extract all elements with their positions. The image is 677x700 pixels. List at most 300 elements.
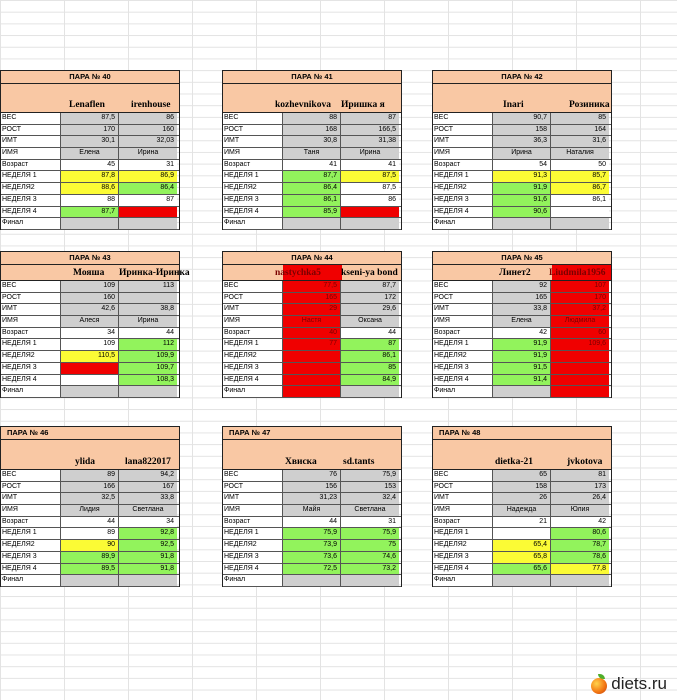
- value-cell[interactable]: 31: [119, 160, 177, 171]
- value-cell[interactable]: 164: [551, 125, 609, 136]
- value-cell[interactable]: 87: [341, 339, 399, 350]
- row-vozrast: [1, 328, 179, 340]
- value-cell[interactable]: [551, 386, 609, 397]
- row-label: ИМЯ: [433, 505, 493, 516]
- row-label: ИМТ: [433, 304, 493, 315]
- value-cell[interactable]: Ирина: [341, 148, 399, 159]
- row-label: ВЕС: [433, 281, 493, 292]
- value-cell[interactable]: Юлия: [551, 505, 609, 516]
- row-label: НЕДЕЛЯ 1: [433, 339, 493, 350]
- row-label: НЕДЕЛЯ 1: [433, 528, 493, 539]
- value-cell[interactable]: Майя: [283, 505, 341, 516]
- row-label: ИМЯ: [223, 316, 283, 327]
- value-cell[interactable]: [61, 386, 119, 397]
- row-label: ИМЯ: [1, 316, 61, 327]
- row-w3: [433, 363, 611, 375]
- value-cell[interactable]: 75: [341, 540, 399, 551]
- value-cell[interactable]: 26: [493, 493, 551, 504]
- value-cell[interactable]: 86,1: [551, 195, 609, 206]
- value-cell[interactable]: 29,6: [341, 304, 399, 315]
- pair-table: [222, 251, 402, 398]
- row-label: НЕДЕЛЯ 1: [433, 171, 493, 182]
- participant-nick[interactable]: Иришка я: [341, 100, 385, 110]
- pair-table: [432, 70, 612, 230]
- row-imt: [433, 136, 611, 148]
- value-cell[interactable]: 86,7: [551, 183, 609, 194]
- row-rost: [433, 293, 611, 305]
- value-cell[interactable]: [551, 207, 609, 218]
- value-cell[interactable]: 107: [551, 281, 609, 292]
- value-cell[interactable]: [283, 575, 341, 586]
- value-cell[interactable]: 42,6: [61, 304, 119, 315]
- pair-title: ПАРА № 41: [222, 70, 402, 84]
- value-cell[interactable]: [283, 375, 341, 386]
- row-w3: [1, 552, 179, 564]
- value-cell[interactable]: 170: [61, 125, 119, 136]
- site-logo[interactable]: [590, 674, 667, 694]
- value-cell[interactable]: [283, 351, 341, 362]
- value-cell[interactable]: 80,6: [551, 528, 609, 539]
- value-cell[interactable]: 92,5: [119, 540, 177, 551]
- value-cell[interactable]: 89,5: [61, 564, 119, 575]
- value-cell[interactable]: 87,7: [283, 171, 341, 182]
- row-label: Возраст: [433, 328, 493, 339]
- value-cell[interactable]: 38,8: [119, 304, 177, 315]
- value-cell[interactable]: [283, 363, 341, 374]
- value-cell[interactable]: 65,8: [493, 552, 551, 563]
- value-cell[interactable]: 31: [341, 517, 399, 528]
- row-vozrast: [223, 517, 401, 529]
- value-cell[interactable]: 74,6: [341, 552, 399, 563]
- row-label: НЕДЕЛЯ 3: [433, 552, 493, 563]
- value-cell[interactable]: 54: [493, 160, 551, 171]
- value-cell[interactable]: 91,8: [119, 564, 177, 575]
- row-label: Возраст: [223, 328, 283, 339]
- row-vozrast: [223, 160, 401, 172]
- row-ves: [433, 113, 611, 125]
- value-cell[interactable]: 86: [119, 113, 177, 124]
- value-cell[interactable]: 113: [119, 281, 177, 292]
- row-w2: [433, 540, 611, 552]
- value-cell[interactable]: 30,1: [61, 136, 119, 147]
- row-label: НЕДЕЛЯ 1: [1, 171, 61, 182]
- value-cell[interactable]: 87,8: [61, 171, 119, 182]
- value-cell[interactable]: 92,8: [119, 528, 177, 539]
- value-cell[interactable]: 160: [119, 125, 177, 136]
- row-label: НЕДЕЛЯ 4: [223, 207, 283, 218]
- value-cell[interactable]: [61, 218, 119, 229]
- value-cell[interactable]: 90,6: [493, 207, 551, 218]
- value-cell[interactable]: 88: [61, 195, 119, 206]
- value-cell[interactable]: 30,8: [283, 136, 341, 147]
- value-cell[interactable]: [61, 375, 119, 386]
- value-cell[interactable]: 34: [119, 517, 177, 528]
- value-cell[interactable]: 86,1: [341, 351, 399, 362]
- value-cell[interactable]: [551, 575, 609, 586]
- participant-nick[interactable]: lana822017: [125, 457, 171, 467]
- value-cell[interactable]: 85,7: [551, 171, 609, 182]
- value-cell[interactable]: 75,9: [341, 470, 399, 481]
- row-w3: [223, 363, 401, 375]
- value-cell[interactable]: [119, 293, 177, 304]
- row-ves: [1, 470, 179, 482]
- value-cell[interactable]: 87,7: [341, 281, 399, 292]
- value-cell[interactable]: 40: [283, 328, 341, 339]
- value-cell[interactable]: 32,03: [119, 136, 177, 147]
- value-cell[interactable]: [341, 386, 399, 397]
- participant-nick[interactable]: kozhevnikova: [275, 100, 331, 110]
- nick-row: [223, 440, 401, 470]
- value-cell[interactable]: Лидия: [61, 505, 119, 516]
- value-cell[interactable]: 89,9: [61, 552, 119, 563]
- value-cell[interactable]: 90: [61, 540, 119, 551]
- value-cell[interactable]: 167: [119, 482, 177, 493]
- value-cell[interactable]: 44: [283, 517, 341, 528]
- nick-row: [223, 265, 401, 281]
- value-cell[interactable]: 81: [551, 470, 609, 481]
- participant-nick[interactable]: Розиника: [569, 100, 610, 110]
- value-cell[interactable]: 85: [551, 113, 609, 124]
- value-cell[interactable]: Ирина: [119, 148, 177, 159]
- value-cell[interactable]: 173: [551, 482, 609, 493]
- row-w1: [433, 339, 611, 351]
- value-cell[interactable]: 86,9: [119, 171, 177, 182]
- participant-nick[interactable]: ylida: [75, 457, 96, 467]
- value-cell[interactable]: 91,9: [493, 351, 551, 362]
- participant-nick[interactable]: irenhouse: [131, 100, 171, 110]
- value-cell[interactable]: 60: [551, 328, 609, 339]
- participant-nick[interactable]: Хвиска: [285, 457, 317, 467]
- row-rost: [223, 482, 401, 494]
- value-cell[interactable]: [283, 386, 341, 397]
- value-cell[interactable]: 87: [119, 195, 177, 206]
- value-cell[interactable]: 153: [341, 482, 399, 493]
- value-cell[interactable]: [283, 218, 341, 229]
- participant-nick[interactable]: dietka-21: [495, 457, 533, 467]
- value-cell[interactable]: 91,8: [119, 552, 177, 563]
- value-cell[interactable]: 84,9: [341, 375, 399, 386]
- value-cell[interactable]: 160: [61, 293, 119, 304]
- value-cell[interactable]: 91,4: [493, 375, 551, 386]
- nick-row: [1, 84, 179, 113]
- row-w4: [433, 375, 611, 387]
- value-cell[interactable]: 73,6: [283, 552, 341, 563]
- row-rost: [223, 125, 401, 137]
- row-final: [433, 386, 611, 398]
- participant-nick[interactable]: kseni-ya bond: [341, 268, 398, 278]
- row-label: НЕДЕЛЯ 4: [1, 564, 61, 575]
- participant-nick[interactable]: Мояша: [73, 268, 105, 278]
- value-cell[interactable]: 44: [61, 517, 119, 528]
- value-cell[interactable]: 112: [119, 339, 177, 350]
- value-cell[interactable]: 65,4: [493, 540, 551, 551]
- value-cell[interactable]: 31,23: [283, 493, 341, 504]
- row-vozrast: [433, 160, 611, 172]
- participant-nick[interactable]: nastychka5: [275, 268, 321, 278]
- row-label: Финал: [433, 386, 493, 397]
- value-cell[interactable]: 77: [283, 339, 341, 350]
- value-cell[interactable]: 29: [283, 304, 341, 315]
- value-cell[interactable]: 156: [283, 482, 341, 493]
- row-w3: [1, 363, 179, 375]
- row-label: ИМЯ: [223, 505, 283, 516]
- value-cell[interactable]: [551, 375, 609, 386]
- pair-title: ПАРА № 45: [432, 251, 612, 265]
- value-cell[interactable]: 44: [119, 328, 177, 339]
- pair-table: [432, 426, 612, 587]
- value-cell[interactable]: 73,2: [341, 564, 399, 575]
- row-label: НЕДЕЛЯ2: [223, 540, 283, 551]
- value-cell[interactable]: [341, 207, 399, 218]
- row-w2: [223, 540, 401, 552]
- value-cell[interactable]: 36,3: [493, 136, 551, 147]
- value-cell[interactable]: [341, 218, 399, 229]
- row-label: НЕДЕЛЯ 3: [1, 552, 61, 563]
- row-label: РОСТ: [1, 482, 61, 493]
- row-rost: [1, 482, 179, 494]
- value-cell[interactable]: 90,7: [493, 113, 551, 124]
- row-label: ИМТ: [223, 304, 283, 315]
- row-label: РОСТ: [433, 293, 493, 304]
- value-cell[interactable]: [493, 218, 551, 229]
- participant-nick[interactable]: jvkotova: [567, 457, 603, 467]
- value-cell[interactable]: 91,9: [493, 183, 551, 194]
- value-cell[interactable]: Оксана: [341, 316, 399, 327]
- value-cell[interactable]: 42: [493, 328, 551, 339]
- value-cell[interactable]: 87,5: [61, 113, 119, 124]
- value-cell[interactable]: [551, 218, 609, 229]
- row-label: ИМЯ: [433, 148, 493, 159]
- value-cell[interactable]: 91,5: [493, 363, 551, 374]
- value-cell[interactable]: 85,9: [283, 207, 341, 218]
- row-vozrast: [433, 517, 611, 529]
- row-imya: [433, 316, 611, 328]
- value-cell[interactable]: 65,6: [493, 564, 551, 575]
- value-cell[interactable]: 76: [283, 470, 341, 481]
- value-cell[interactable]: 31,38: [341, 136, 399, 147]
- value-cell[interactable]: 45: [61, 160, 119, 171]
- row-label: РОСТ: [223, 125, 283, 136]
- value-cell[interactable]: [493, 575, 551, 586]
- value-cell[interactable]: 33,8: [119, 493, 177, 504]
- value-cell[interactable]: 170: [551, 293, 609, 304]
- row-vozrast: [1, 517, 179, 529]
- row-label: ИМЯ: [1, 148, 61, 159]
- value-cell[interactable]: 65: [493, 470, 551, 481]
- value-cell[interactable]: 72,5: [283, 564, 341, 575]
- value-cell[interactable]: 87,5: [341, 183, 399, 194]
- participant-nick[interactable]: Liudmila1956: [549, 268, 606, 278]
- value-cell[interactable]: 75,9: [341, 528, 399, 539]
- value-cell[interactable]: 26,4: [551, 493, 609, 504]
- value-cell[interactable]: 87,5: [341, 171, 399, 182]
- nick-row: [433, 84, 611, 113]
- row-w4: [433, 564, 611, 576]
- logo-text: diets.ru: [611, 674, 667, 693]
- value-cell[interactable]: 86,1: [283, 195, 341, 206]
- value-cell[interactable]: Наталия: [551, 148, 609, 159]
- value-cell[interactable]: Людмила: [551, 316, 609, 327]
- row-imt: [1, 493, 179, 505]
- value-cell[interactable]: 33,8: [493, 304, 551, 315]
- row-label: Финал: [223, 218, 283, 229]
- row-label: РОСТ: [223, 293, 283, 304]
- value-cell[interactable]: 89: [61, 470, 119, 481]
- value-cell[interactable]: Ирина: [119, 316, 177, 327]
- pair-table: [222, 70, 402, 230]
- row-label: НЕДЕЛЯ 1: [223, 339, 283, 350]
- row-final: [1, 575, 179, 587]
- value-cell[interactable]: 50: [551, 160, 609, 171]
- value-cell[interactable]: 110,5: [61, 351, 119, 362]
- participant-nick[interactable]: sd.tants: [343, 457, 375, 467]
- row-label: НЕДЕЛЯ 3: [1, 195, 61, 206]
- value-cell[interactable]: 108,3: [119, 375, 177, 386]
- value-cell[interactable]: 86: [341, 195, 399, 206]
- value-cell[interactable]: 109: [61, 281, 119, 292]
- value-cell[interactable]: Алеся: [61, 316, 119, 327]
- row-w4: [433, 207, 611, 219]
- value-cell[interactable]: 168: [283, 125, 341, 136]
- row-label: ВЕС: [223, 113, 283, 124]
- value-cell[interactable]: 165: [283, 293, 341, 304]
- value-cell[interactable]: Елена: [493, 316, 551, 327]
- value-cell[interactable]: [551, 351, 609, 362]
- value-cell[interactable]: [119, 218, 177, 229]
- row-final: [433, 575, 611, 587]
- value-cell[interactable]: Ирина: [493, 148, 551, 159]
- value-cell[interactable]: Светлана: [119, 505, 177, 516]
- row-label: ВЕС: [1, 470, 61, 481]
- value-cell[interactable]: Настя: [283, 316, 341, 327]
- row-label: ВЕС: [433, 113, 493, 124]
- participant-nick[interactable]: Lenaflen: [69, 100, 105, 110]
- value-cell[interactable]: 109,9: [119, 351, 177, 362]
- row-w3: [223, 195, 401, 207]
- value-cell[interactable]: 88,6: [61, 183, 119, 194]
- row-label: НЕДЕЛЯ 1: [1, 528, 61, 539]
- apple-icon: [590, 674, 608, 694]
- value-cell[interactable]: 75,9: [283, 528, 341, 539]
- value-cell[interactable]: 78,6: [551, 552, 609, 563]
- value-cell[interactable]: 32,4: [341, 493, 399, 504]
- row-label: НЕДЕЛЯ 3: [223, 552, 283, 563]
- value-cell[interactable]: 77,8: [551, 564, 609, 575]
- row-vozrast: [433, 328, 611, 340]
- value-cell[interactable]: 89: [61, 528, 119, 539]
- value-cell[interactable]: 87,7: [61, 207, 119, 218]
- row-w4: [1, 564, 179, 576]
- value-cell[interactable]: 86,4: [119, 183, 177, 194]
- value-cell[interactable]: 109,7: [119, 363, 177, 374]
- value-cell[interactable]: 91,9: [493, 339, 551, 350]
- row-ves: [223, 113, 401, 125]
- row-label: НЕДЕЛЯ2: [433, 351, 493, 362]
- row-label: ВЕС: [223, 281, 283, 292]
- value-cell[interactable]: 34: [61, 328, 119, 339]
- row-w1: [223, 339, 401, 351]
- value-cell[interactable]: 32,5: [61, 493, 119, 504]
- participant-nick[interactable]: Линет2: [499, 268, 531, 278]
- value-cell[interactable]: 88: [283, 113, 341, 124]
- row-label: РОСТ: [1, 125, 61, 136]
- value-cell[interactable]: 91,3: [493, 171, 551, 182]
- value-cell[interactable]: 92: [493, 281, 551, 292]
- row-label: НЕДЕЛЯ 3: [433, 363, 493, 374]
- value-cell[interactable]: 37,2: [551, 304, 609, 315]
- row-imya: [223, 316, 401, 328]
- value-cell[interactable]: 109,6: [551, 339, 609, 350]
- row-label: НЕДЕЛЯ 4: [223, 564, 283, 575]
- value-cell[interactable]: 73,9: [283, 540, 341, 551]
- value-cell[interactable]: [119, 207, 177, 218]
- value-cell[interactable]: Светлана: [341, 505, 399, 516]
- participant-nick[interactable]: Иринка-Иринка: [119, 268, 190, 278]
- row-w1: [223, 171, 401, 183]
- value-cell[interactable]: 42: [551, 517, 609, 528]
- row-label: НЕДЕЛЯ2: [223, 183, 283, 194]
- value-cell[interactable]: 21: [493, 517, 551, 528]
- row-imt: [223, 493, 401, 505]
- row-label: ИМЯ: [223, 148, 283, 159]
- value-cell[interactable]: 85: [341, 363, 399, 374]
- value-cell[interactable]: Елена: [61, 148, 119, 159]
- value-cell[interactable]: 165: [493, 293, 551, 304]
- value-cell[interactable]: 109: [61, 339, 119, 350]
- row-vozrast: [223, 328, 401, 340]
- value-cell[interactable]: Таня: [283, 148, 341, 159]
- value-cell[interactable]: 158: [493, 482, 551, 493]
- row-label: Финал: [1, 218, 61, 229]
- row-rost: [1, 125, 179, 137]
- value-cell[interactable]: 44: [341, 328, 399, 339]
- value-cell[interactable]: 166,5: [341, 125, 399, 136]
- value-cell[interactable]: Надежда: [493, 505, 551, 516]
- value-cell[interactable]: [119, 386, 177, 397]
- value-cell[interactable]: [493, 528, 551, 539]
- value-cell[interactable]: 78,7: [551, 540, 609, 551]
- row-final: [223, 386, 401, 398]
- value-cell[interactable]: [119, 575, 177, 586]
- row-w2: [223, 351, 401, 363]
- value-cell[interactable]: [61, 363, 119, 374]
- value-cell[interactable]: 94,2: [119, 470, 177, 481]
- value-cell[interactable]: 41: [283, 160, 341, 171]
- value-cell[interactable]: [493, 386, 551, 397]
- row-label: НЕДЕЛЯ2: [1, 540, 61, 551]
- value-cell[interactable]: [61, 575, 119, 586]
- row-label: ВЕС: [433, 470, 493, 481]
- row-label: НЕДЕЛЯ 1: [223, 528, 283, 539]
- value-cell[interactable]: 31,6: [551, 136, 609, 147]
- row-imt: [1, 136, 179, 148]
- value-cell[interactable]: 172: [341, 293, 399, 304]
- value-cell[interactable]: 158: [493, 125, 551, 136]
- value-cell[interactable]: [341, 575, 399, 586]
- value-cell[interactable]: 87: [341, 113, 399, 124]
- row-label: НЕДЕЛЯ 4: [223, 375, 283, 386]
- participant-nick[interactable]: Inari: [503, 100, 524, 110]
- row-label: Возраст: [1, 517, 61, 528]
- value-cell[interactable]: 41: [341, 160, 399, 171]
- value-cell[interactable]: 166: [61, 482, 119, 493]
- value-cell[interactable]: 91,6: [493, 195, 551, 206]
- row-label: Финал: [1, 575, 61, 586]
- value-cell[interactable]: 86,4: [283, 183, 341, 194]
- value-cell[interactable]: [551, 363, 609, 374]
- value-cell[interactable]: 77,5: [283, 281, 341, 292]
- row-ves: [223, 281, 401, 293]
